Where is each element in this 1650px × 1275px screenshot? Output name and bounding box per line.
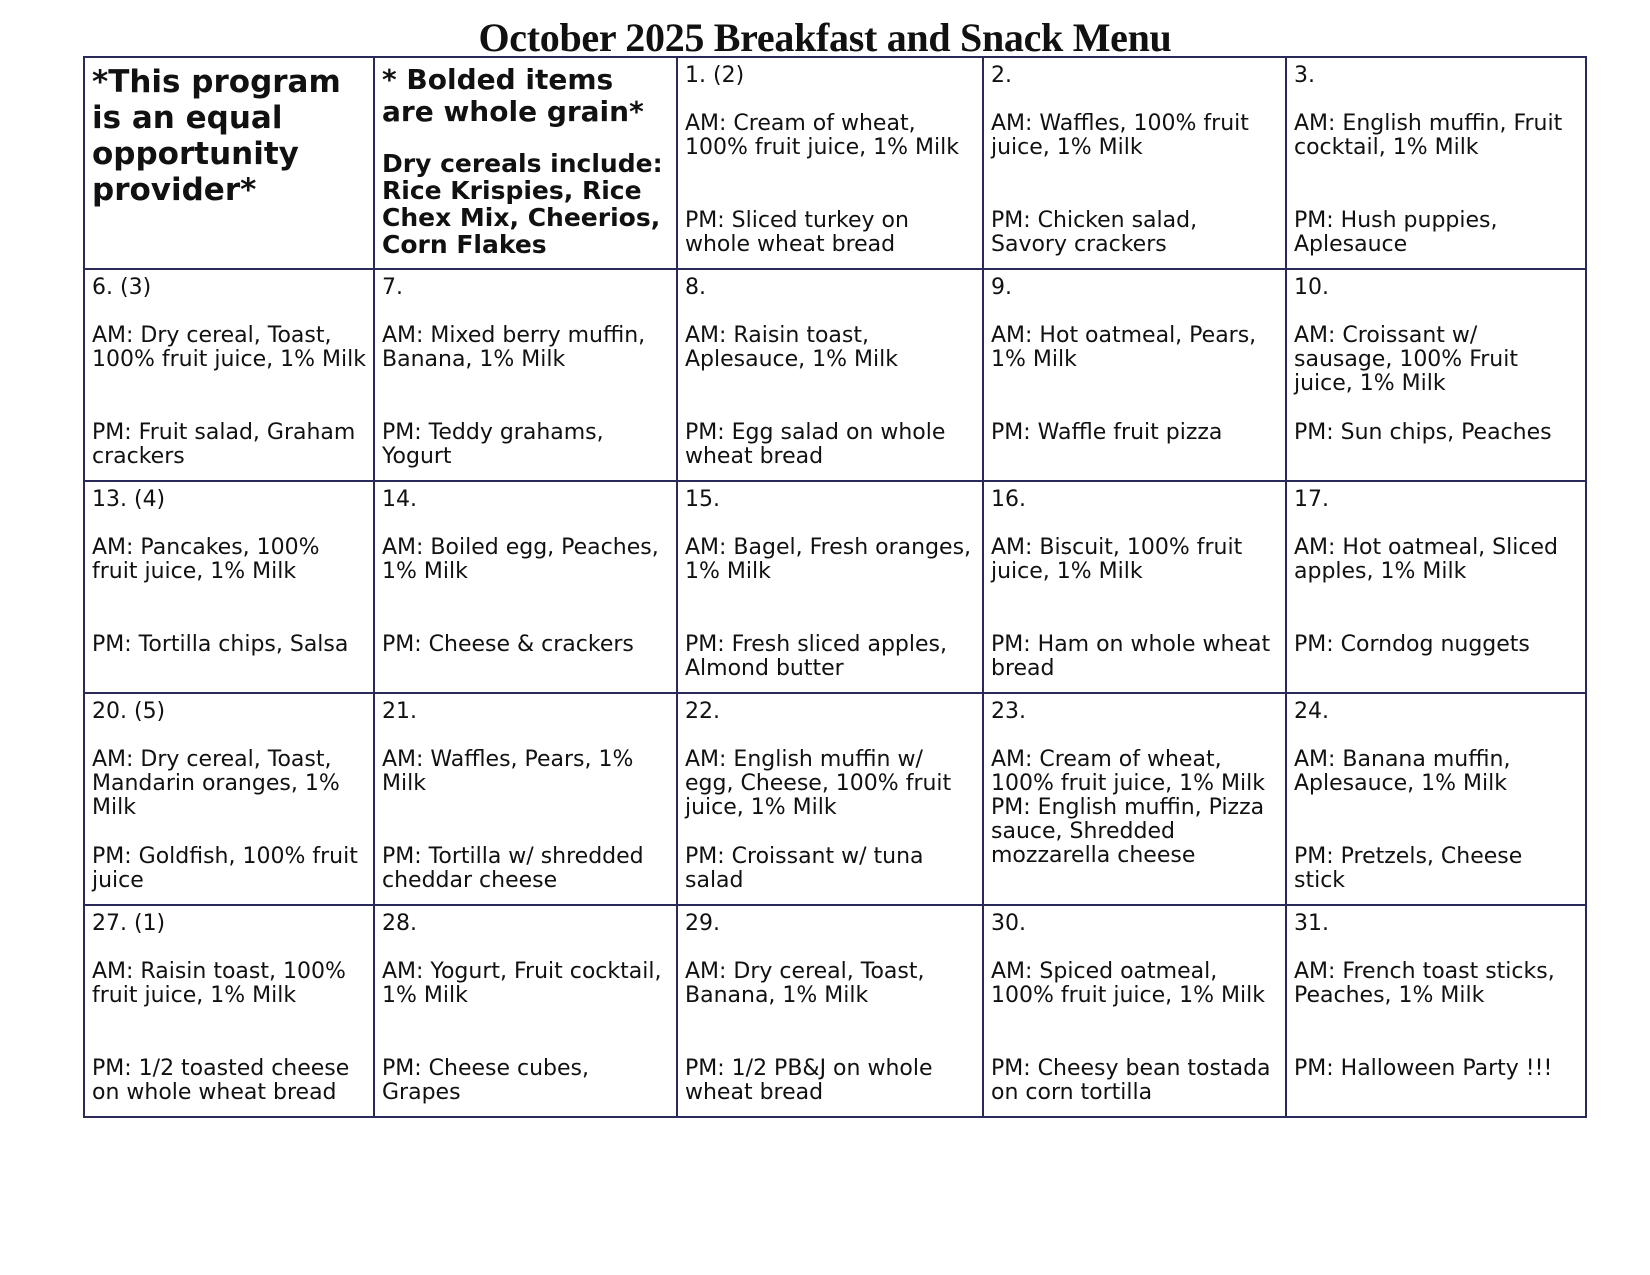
am-meal: AM: French toast sticks, Peaches, 1% Milk: [1294, 959, 1555, 1008]
pm-snack: PM: Fruit salad, Graham crackers: [92, 420, 356, 469]
day-cell: [84, 481, 374, 693]
day-cell: [983, 57, 1286, 269]
day-cell: [677, 481, 983, 693]
pm-snack: PM: 1/2 PB&J on whole wheat bread: [685, 1056, 933, 1105]
pm-snack: PM: Sliced turkey on whole wheat bread: [685, 208, 909, 257]
pm-snack: PM: English muffin, Pizza sauce, Shredded mozzarella cheese: [991, 795, 1265, 868]
day-label: 1. (2): [685, 63, 745, 88]
page-title: October 2025 Breakfast and Snack Menu: [478, 15, 1172, 60]
day-cell: [374, 481, 677, 693]
equal-opportunity-note: *This program is an equal opportunity provider*: [92, 64, 341, 208]
day-cell: [84, 269, 374, 481]
week-row: [84, 57, 1586, 269]
am-meal: AM: Dry cereal, Toast, 100% fruit juice, 1% Milk: [92, 323, 366, 372]
am-meal: AM: Croissant w/ sausage, 100% Fruit juice, 1% Milk: [1294, 323, 1518, 396]
day-cell: [84, 905, 374, 1117]
am-meal: AM: Pancakes, 100% fruit juice, 1% Milk: [92, 535, 320, 584]
day-label: 8.: [685, 275, 706, 300]
pm-snack: PM: Tortilla chips, Salsa: [92, 632, 349, 657]
day-cell: [1286, 481, 1586, 693]
pm-snack: PM: Cheesy bean tostada on corn tortilla: [991, 1056, 1271, 1105]
pm-snack: PM: Tortilla w/ shredded cheddar cheese: [382, 844, 644, 893]
am-meal: AM: English muffin, Fruit cocktail, 1% Milk: [1294, 111, 1563, 160]
equal-opportunity-note-cell: [84, 57, 374, 269]
day-cell: [1286, 269, 1586, 481]
am-meal: AM: Boiled egg, Peaches, 1% Milk: [382, 535, 659, 584]
day-label: 2.: [991, 63, 1012, 88]
day-label: 21.: [382, 699, 417, 724]
am-meal: AM: Waffles, Pears, 1% Milk: [382, 747, 634, 796]
day-cell: [677, 269, 983, 481]
am-meal: AM: Spiced oatmeal, 100% fruit juice, 1% Milk: [991, 959, 1265, 1008]
day-label: 30.: [991, 911, 1026, 936]
day-label: 13. (4): [92, 487, 166, 512]
pm-snack: PM: Goldfish, 100% fruit juice: [92, 844, 358, 893]
pm-snack: PM: Waffle fruit pizza: [991, 420, 1223, 445]
day-cell: [1286, 57, 1586, 269]
week-row: [84, 693, 1586, 905]
day-label: 31.: [1294, 911, 1329, 936]
pm-snack: PM: Ham on whole wheat bread: [991, 632, 1271, 681]
week-row: [84, 269, 1586, 481]
day-label: 20. (5): [92, 699, 166, 724]
day-cell: [677, 57, 983, 269]
day-label: 6. (3): [92, 275, 152, 300]
day-label: 9.: [991, 275, 1012, 300]
day-label: 15.: [685, 487, 720, 512]
day-cell: [983, 481, 1286, 693]
day-cell: [983, 693, 1286, 905]
dry-cereals-note: Dry cereals include: Rice Krispies, Rice Chex Mix, Cheerios, Corn Flakes: [382, 149, 663, 259]
day-cell: [374, 905, 677, 1117]
am-meal: AM: Dry cereal, Toast, Mandarin oranges, 1% Milk: [92, 747, 340, 820]
whole-grain-note: * Bolded items are whole grain*: [382, 63, 644, 128]
day-label: 14.: [382, 487, 417, 512]
pm-snack: PM: Cheese & crackers: [382, 632, 634, 657]
week-row: [84, 481, 1586, 693]
pm-snack: PM: Chicken salad, Savory crackers: [991, 208, 1198, 257]
am-meal: AM: Biscuit, 100% fruit juice, 1% Milk: [991, 535, 1243, 584]
am-meal: AM: Bagel, Fresh oranges, 1% Milk: [685, 535, 972, 584]
day-label: 27. (1): [92, 911, 166, 936]
am-meal: AM: Waffles, 100% fruit juice, 1% Milk: [991, 111, 1249, 160]
day-label: 17.: [1294, 487, 1329, 512]
am-meal: AM: Mixed berry muffin, Banana, 1% Milk: [382, 323, 646, 372]
day-label: 23.: [991, 699, 1026, 724]
day-cell: [677, 905, 983, 1117]
pm-snack: PM: Corndog nuggets: [1294, 632, 1530, 657]
pm-snack: PM: Teddy grahams, Yogurt: [382, 420, 604, 469]
week-row: [84, 905, 1586, 1117]
day-cell: [1286, 693, 1586, 905]
day-label: 3.: [1294, 63, 1315, 88]
day-label: 10.: [1294, 275, 1329, 300]
am-meal: AM: Cream of wheat, 100% fruit juice, 1% Milk: [685, 111, 959, 160]
day-label: 24.: [1294, 699, 1329, 724]
pm-snack: PM: Cheese cubes, Grapes: [382, 1056, 590, 1105]
pm-snack: PM: Fresh sliced apples, Almond butter: [685, 632, 947, 681]
day-cell: [677, 693, 983, 905]
am-meal: AM: Yogurt, Fruit cocktail, 1% Milk: [382, 959, 662, 1008]
pm-snack: PM: Sun chips, Peaches: [1294, 420, 1552, 445]
am-meal: AM: Dry cereal, Toast, Banana, 1% Milk: [685, 959, 925, 1008]
day-cell: [1286, 905, 1586, 1117]
am-meal: AM: Banana muffin, Aplesauce, 1% Milk: [1294, 747, 1511, 796]
pm-snack: PM: Hush puppies, Aplesauce: [1294, 208, 1498, 257]
day-cell: [374, 693, 677, 905]
pm-snack: PM: Croissant w/ tuna salad: [685, 844, 924, 893]
whole-grain-note-cell: [374, 57, 677, 269]
day-cell: [374, 269, 677, 481]
pm-snack: PM: Pretzels, Cheese stick: [1294, 844, 1523, 893]
pm-snack: PM: 1/2 toasted cheese on whole wheat bread: [92, 1056, 350, 1105]
am-meal: AM: English muffin w/ egg, Cheese, 100% fruit juice, 1% Milk: [685, 747, 952, 820]
day-label: 29.: [685, 911, 720, 936]
am-meal: AM: Raisin toast, 100% fruit juice, 1% Milk: [92, 959, 346, 1008]
am-meal: AM: Raisin toast, Aplesauce, 1% Milk: [685, 323, 899, 372]
am-meal: AM: Hot oatmeal, Sliced apples, 1% Milk: [1294, 535, 1558, 584]
menu-calendar: [83, 56, 1587, 1118]
day-label: 28.: [382, 911, 417, 936]
day-cell: [983, 269, 1286, 481]
pm-snack: PM: Halloween Party !!!: [1294, 1056, 1553, 1081]
day-cell: [983, 905, 1286, 1117]
pm-snack: PM: Egg salad on whole wheat bread: [685, 420, 946, 469]
day-label: 16.: [991, 487, 1026, 512]
day-cell: [84, 693, 374, 905]
am-meal: AM: Cream of wheat, 100% fruit juice, 1% Milk: [991, 747, 1265, 796]
am-meal: AM: Hot oatmeal, Pears, 1% Milk: [991, 323, 1257, 372]
day-label: 22.: [685, 699, 720, 724]
day-label: 7.: [382, 275, 403, 300]
